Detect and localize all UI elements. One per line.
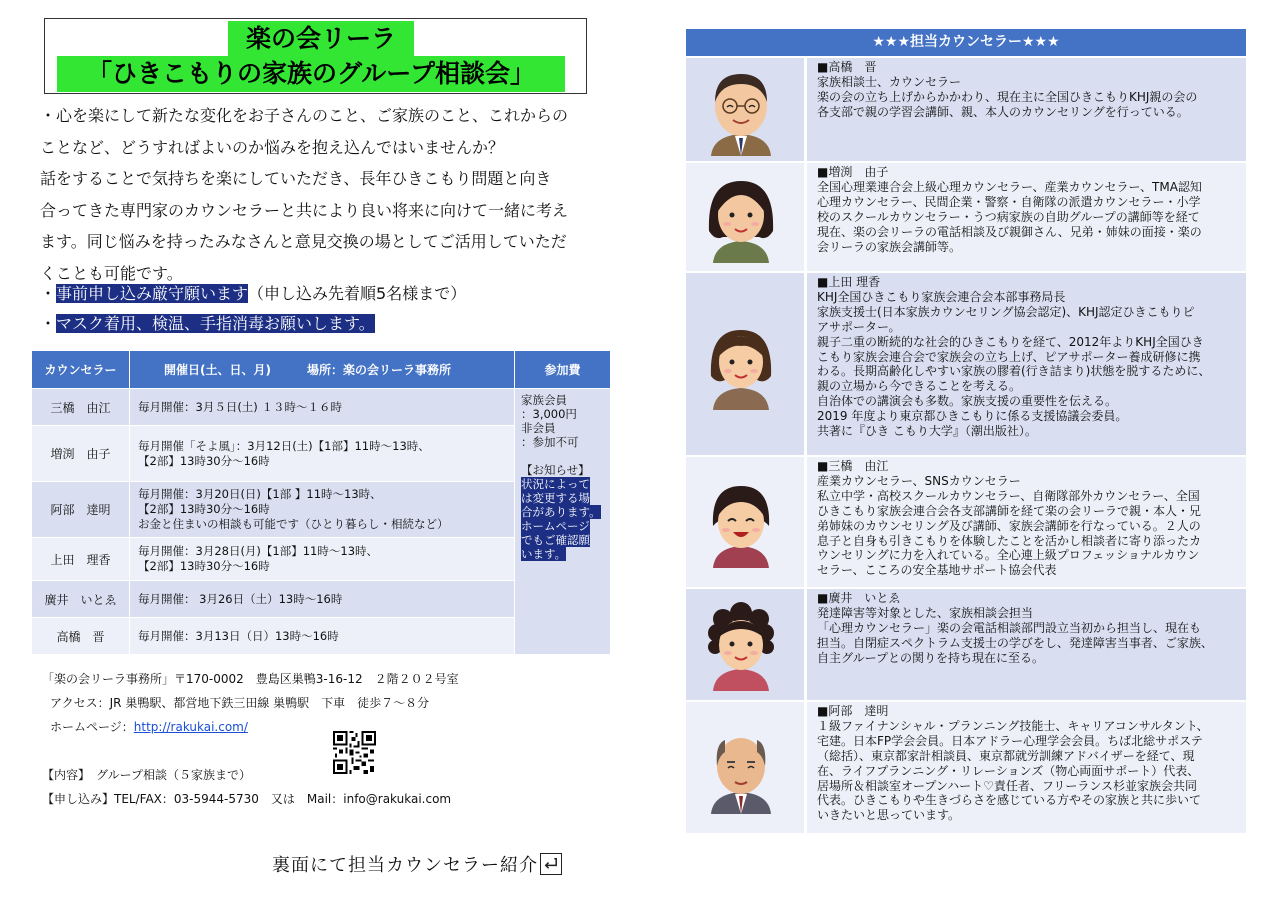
apply-contact: 【申し込み】TEL/FAX：03-5944-5730 又は Mail：info@rakukai.com [42, 792, 452, 806]
counselor-name: ■三橋 由江 [817, 459, 889, 473]
notice-line: でもご確認願 [521, 533, 590, 547]
man-glasses-icon [701, 64, 781, 156]
fee-line: ：参加不可 [521, 435, 579, 449]
counselor-text [807, 702, 1246, 833]
intro-line: くことも可能です。 [40, 263, 183, 283]
reservation-highlight: 事前申し込み厳守願います [56, 284, 249, 303]
notice-title: 【お知らせ】 [521, 463, 590, 477]
counselor-text [807, 589, 1246, 700]
counselor-card [686, 589, 1246, 700]
counselor-desc: 家族相談士、カウンセラー 楽の会の立ち上げからかかわり、現在主に全国ひきこもりKHJ親の会の 各支部で親の学習会講師、親、本人のカウンセリングを行っている。 [817, 74, 1198, 119]
old-man-icon [701, 722, 781, 814]
counselor-name: ■上田 理香 [817, 275, 881, 289]
avatar [686, 589, 804, 700]
schedule-dates [130, 581, 515, 618]
notice-line: います。 [521, 547, 567, 561]
woman-laugh-icon [701, 476, 781, 568]
date-line: 【2部】13時30分～16時 [138, 502, 270, 516]
counselor-desc: KHJ全国ひきこもり家族会連合会本部事務局長 家族支援士(日本家族カウンセリング協会認定)、KHJ認定ひきこもりピ アサポーター。 親子二重の断続的な社会的ひきこもりを経て、2012年よりKHJ全国ひき こもり家族会連合会で家族会の立ち上げ、ピアサポーター養成研修に携 わる。長期高齢化しやすい家族の膠着(行き詰まり)状態を脱するために、 親の立場から今できることを考える。 自治体での講演会も多数。家族支援の重要性を伝える。 2019 年度より東京都ひきこもりに係る支援協議会委員。 共著に『ひき こもり大学』（潮出版社）。 [817, 289, 1211, 439]
event-content: 【内容】 グループ相談（５家族まで） [42, 768, 252, 782]
schedule-dates [130, 538, 515, 581]
avatar [686, 457, 804, 587]
qr-code-icon [333, 731, 376, 774]
woman-icon [701, 171, 781, 263]
avatar [686, 702, 804, 833]
schedule-table [31, 350, 611, 655]
header-dates-location: 開催日(土、日、月) 場所：楽の会リーラ事務所 [130, 351, 515, 389]
counselor-name: ■廣井 いとゑ [817, 591, 901, 605]
notice-line: は変更する場 [521, 491, 590, 505]
office-address: 「楽の会リーラ事務所」〒170-0002 豊島区巣鴨3-16-12 ２階２０２号室 [42, 672, 459, 686]
woman-curly-icon [701, 599, 781, 691]
schedule-dates [130, 389, 515, 426]
intro-text [40, 100, 600, 289]
avatar [686, 273, 804, 455]
intro-line: ・心を楽にして新たな変化をお子さんのこと、ご家族のこと、これからの [40, 106, 569, 125]
date-line: 【2部】13時30分～16時 [138, 453, 270, 468]
notice-line: 状況によって [521, 477, 590, 491]
counselor-text [807, 58, 1246, 161]
notice-line: 合があります。 [521, 505, 601, 519]
homepage-label: ホームページ： [50, 720, 134, 734]
date-line: 毎月開催「そよ風」：3月12日(土)【1部】11時～13時、 [138, 438, 430, 453]
date-line: お金と住まいの相談も可能です（ひとり暮らし・相続など） [138, 517, 449, 531]
title-box [44, 18, 587, 94]
intro-line: ます。同じ悩みを持ったみなさんと意見交換の場としてご活用していただ [40, 232, 567, 251]
footer-note [272, 851, 562, 877]
woman-smile-icon [701, 318, 781, 410]
date-line: 【2部】13時30分～16時 [138, 559, 270, 573]
counselor-desc: 発達障害等対象とした、家族相談会担当 「心理カウンセラー」楽の会電話相談部門設立当初から担当し、現在も 担当。自閉症スペクトラム支援士の学びをし、発達障害当事者、ご家族、 自主グループとの関りを持ち現在に至る。 [817, 605, 1213, 665]
counselor-desc: 全国心理業連合会上級心理カウンセラー、産業カウンセラー、TMA認知 心理カウンセラー、民間企業・警察・自衛隊の派遣カウンセラー・小学 校のスクールカウンセラー・うつ病家族の自助グループの講師等を経て 現在、楽の会リーラの電話相談及び親御さん、兄弟・姉妹の面接・楽の 会リーラの家族会講師等。 [817, 179, 1202, 254]
header-fee: 参加費 [515, 351, 611, 389]
table-row [32, 389, 611, 426]
counselor-text [807, 163, 1246, 271]
intro-line: ことなど、どうすればよいのか悩みを抱え込んではいませんか？ [40, 137, 505, 157]
reservation-note: （申し込み先着順5名様まで） [248, 284, 467, 303]
avatar [686, 163, 804, 271]
bullet-mark: ・ [40, 284, 57, 303]
schedule-dates [130, 426, 515, 482]
counselor-card [686, 702, 1246, 833]
counselor-text [807, 457, 1246, 587]
office-access: アクセス：JR 巣鴨駅、都営地下鉄三田線 巣鴨駅 下車 徒歩７～８分 [50, 696, 430, 710]
notice-mask [40, 311, 375, 337]
counselors-header: ★★★担当カウンセラー★★★ [686, 29, 1246, 56]
office-homepage [50, 718, 248, 735]
notice-line: ホームページ [521, 519, 590, 533]
title-org-name: 楽の会リーラ [228, 21, 414, 56]
mask-highlight: マスク着用、検温、手指消毒お願いします。 [56, 314, 375, 333]
schedule-dates [130, 482, 515, 538]
avatar [686, 58, 804, 161]
fee-line: 非会員 [521, 421, 556, 435]
fee-line: 家族会員 [521, 393, 567, 407]
schedule-dates [130, 618, 515, 655]
counselor-card [686, 58, 1246, 161]
counselor-name: 廣井 いとゑ [32, 581, 130, 618]
counselor-name: 高橋 晋 [32, 618, 130, 655]
return-icon [540, 853, 562, 875]
counselor-name: ■増渕 由子 [817, 165, 889, 179]
date-line: 毎月開催：3月20日(日)【1部 】11時～13時、 [138, 487, 382, 501]
date-line: 毎月開催：3月５日(土) １３時～１６時 [138, 399, 342, 414]
counselor-card [686, 457, 1246, 587]
fee-line: ：3,000円 [521, 407, 577, 421]
counselor-card [686, 273, 1246, 455]
header-counselor: カウンセラー [32, 351, 130, 389]
title-event-name: 「ひきこもりの家族のグループ相談会」 [57, 56, 565, 92]
counselor-text [807, 273, 1246, 455]
counselor-name: 阿部 達明 [32, 482, 130, 538]
counselor-name: 増渕 由子 [32, 426, 130, 482]
homepage-link[interactable]: http://rakukai.com/ [133, 720, 248, 734]
counselor-desc: 産業カウンセラー、SNSカウンセラー 私立中学・高校スクールカウンセラー、自衛隊部外カウンセラー、全国 ひきこもり家族会連合会各支部講師を経て楽の会リーラで親・本人・兄 弟姉妹のカウンセリング及び講師、家族会講師を行なっている。２人の 息子と自身も引きこもりを体験したことを活かし相談者に寄り添ったカ ウンセリングに力を入れている。全心連上級プロフェッショナルカウン セラー、こころの安全基地サポート協会代表 [817, 473, 1202, 578]
notice-reservation [40, 281, 466, 307]
footer-text: 裏面にて担当カウンセラー紹介 [272, 855, 538, 876]
counselor-desc: １級ファイナンシャル・プランニング技能士、キャリアコンサルタント、 宅建。日本FP学会会員。日本アドラー心理学会会員。ちば北総サポステ （総括）、東京都家計相談員、東京都就労訓練アドバイザーを経て、現 在、ライフプランニング・リレーションズ（物心両面サポート）代表、 居場所＆相談室オープンハート♡責任者、フリーランス杉並家族会共同 代表。ひきこもりや生きづらさを感じている方やその家族と共に歩いて いきたいと思っています。 [817, 718, 1209, 823]
intro-line: 合ってきた専門家のカウンセラーと共により良い将来に向けて一緒に考え [40, 200, 569, 220]
schedule-header-row [32, 351, 611, 389]
date-line: 毎月開催： 3月26日（土）13時～16時 [138, 591, 343, 606]
counselor-name: ■阿部 達明 [817, 704, 889, 718]
date-line: 毎月開催：3月13日（日）13時～16時 [138, 628, 339, 643]
counselor-name: 上田 理香 [32, 538, 130, 581]
bullet-mark: ・ [40, 314, 57, 333]
counselor-name: 三橋 由江 [32, 389, 130, 426]
date-line: 毎月開催：3月28日(月)【1部】11時～13時、 [138, 544, 379, 558]
counselor-card [686, 163, 1246, 271]
counselor-name: ■高橋 晋 [817, 60, 877, 74]
fee-cell [515, 389, 611, 655]
intro-line: 話をすることで気持ちを楽にしていただき、長年ひきこもり問題と向き [40, 169, 552, 188]
